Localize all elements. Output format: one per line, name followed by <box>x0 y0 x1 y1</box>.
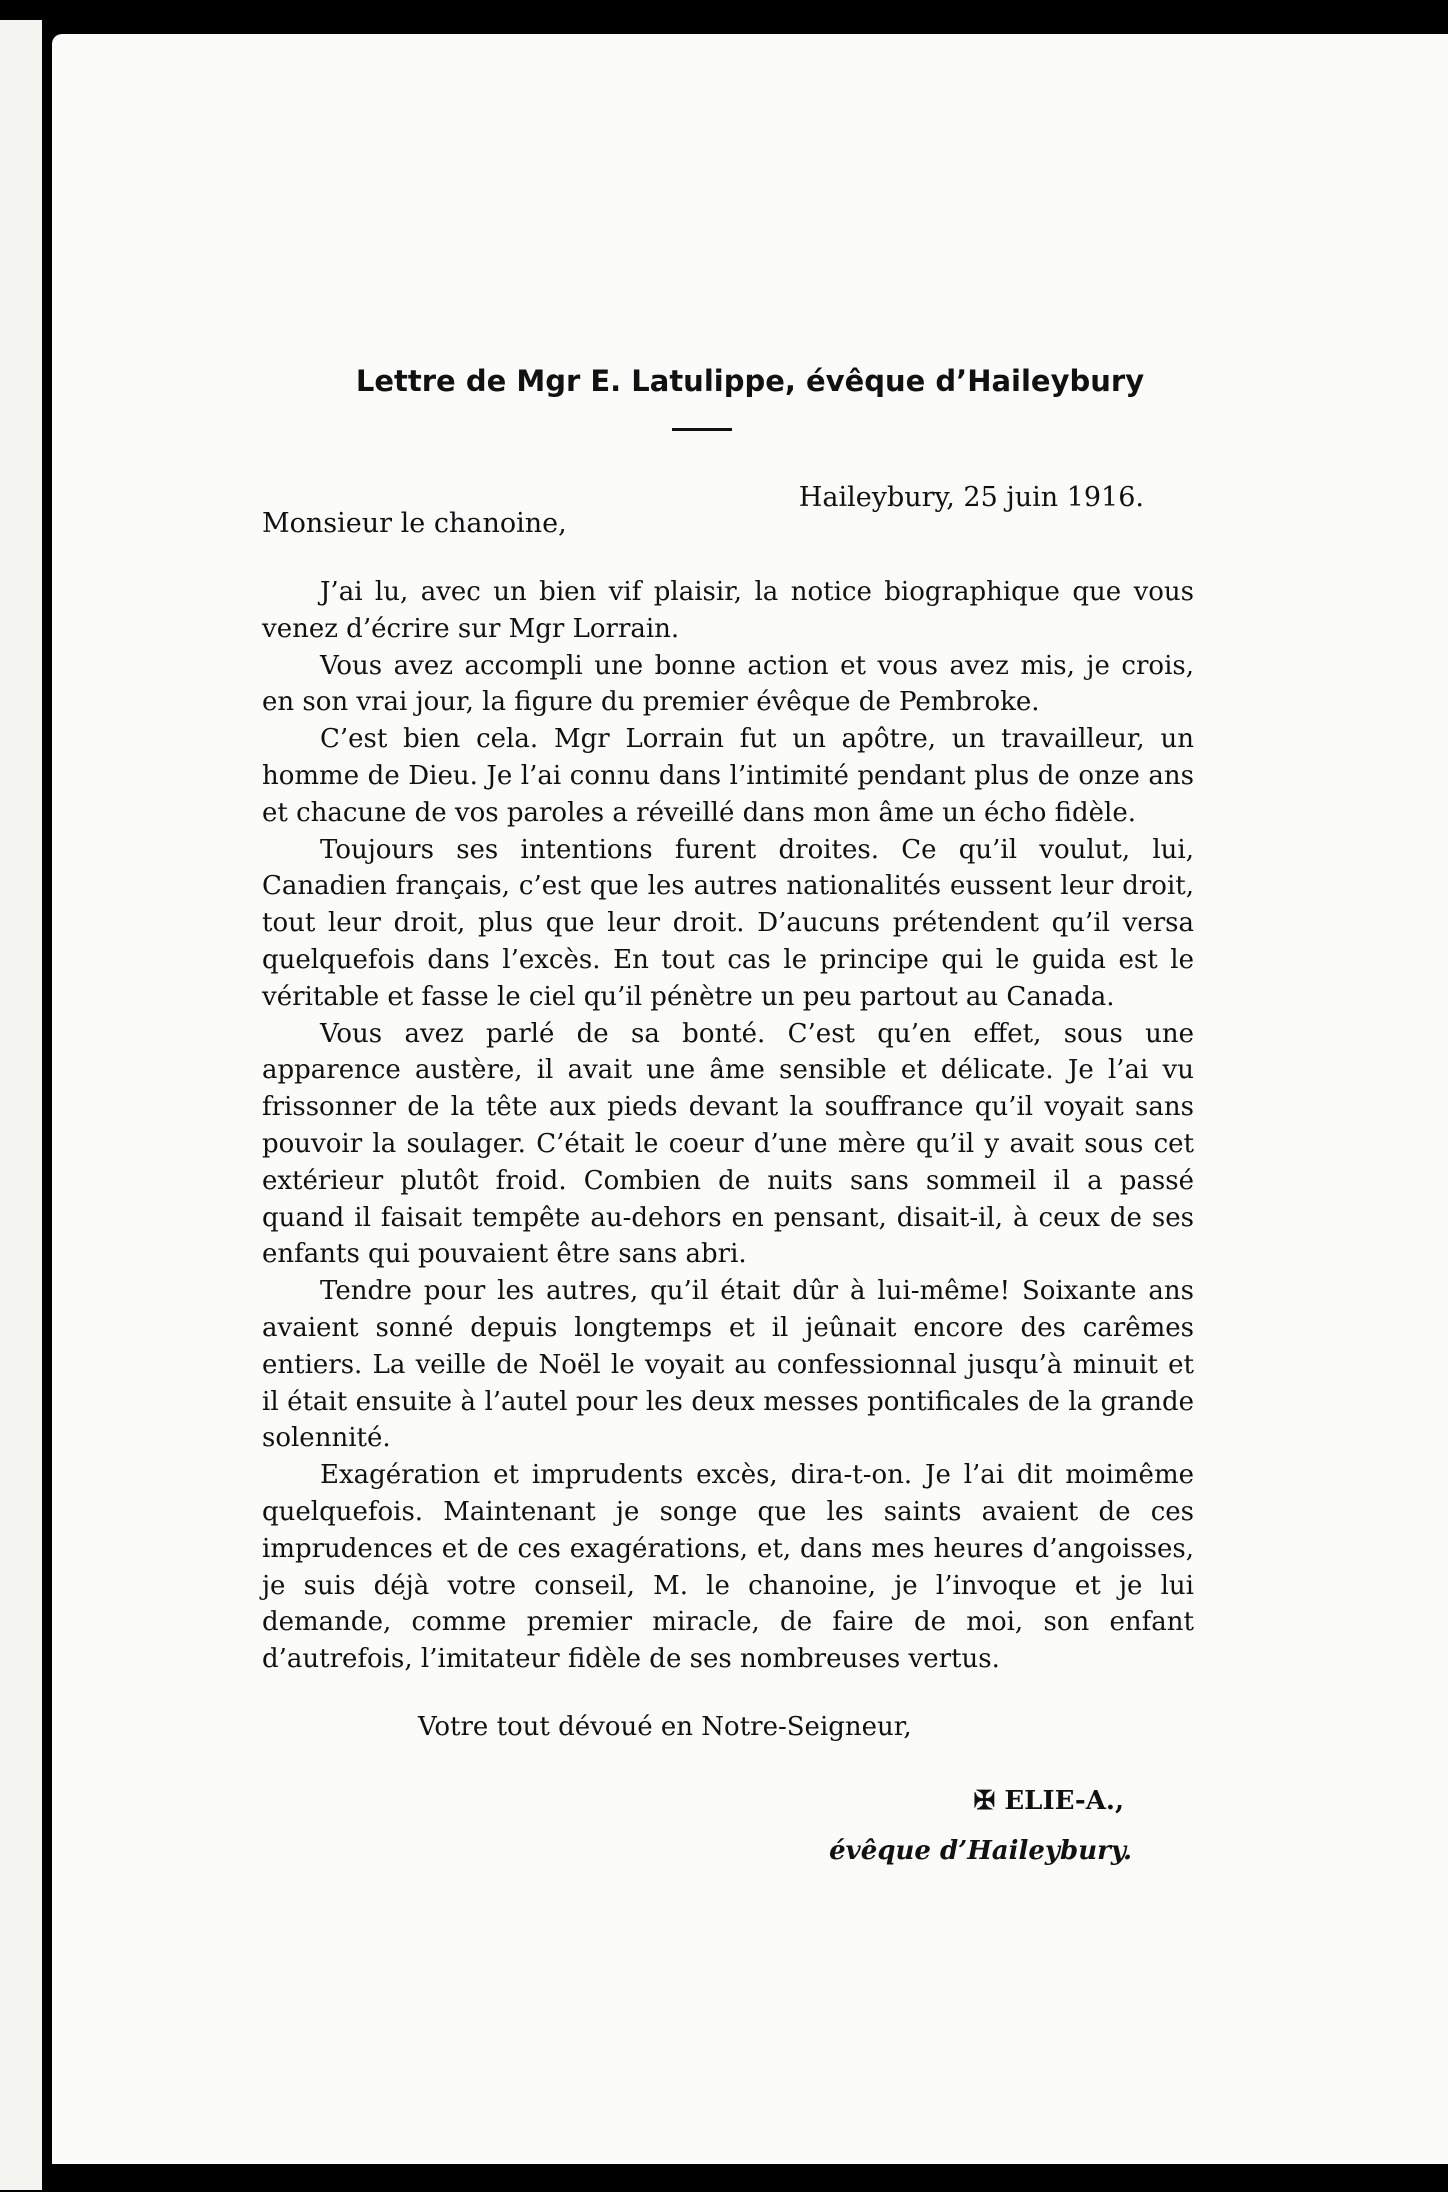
adjacent-page-edge <box>0 20 42 2190</box>
paragraph: J’ai lu, avec un bien vif plaisir, la notice biographique que vous venez d’écrire sur Mgr Lorrain. <box>262 577 1194 644</box>
document-page <box>52 34 1448 2164</box>
paragraph: C’est bien cela. Mgr Lorrain fut un apôtre, un travailleur, un homme de Dieu. Je l’ai connu dans l’intimité pendant plus de onze ans et chacune de vos paroles a réveillé dans mon âme un écho fidèle. <box>262 724 1194 828</box>
salutation: Monsieur le chanoine, <box>262 508 567 539</box>
paragraph: Tendre pour les autres, qu’il était dûr à lui-même! Soixante ans avaient sonné depuis longtemps et il jeûnait encore des carêmes entiers. La veille de Noël le voyait au confessionnal jusqu’à minuit et il était ensuite à l’autel pour les deux messes pontificales de la grande solennité. <box>262 1276 1194 1454</box>
paragraph: Vous avez accompli une bonne action et vous avez mis, je crois, en son vrai jour, la figure du premier évêque de Pembroke. <box>262 650 1194 718</box>
signature-name: ✠ ELIE-A., <box>973 1786 1124 1816</box>
title-divider <box>672 428 732 431</box>
paragraph: Exagération et imprudents excès, dira-t-on. Je l’ai dit moimême quelquefois. Maintenant je songe que les saints avaient de ces imprudences et de ces exagérations, et, dans mes heures d’angoisses, je suis déjà votre conseil, M. le chanoine, je l’invoque et je lui demande, comme premier miracle, de faire de moi, son enfant d’autrefois, l’imitateur fidèle de ses nombreuses vertus. <box>262 1460 1194 1675</box>
paragraph: Vous avez parlé de sa bonté. C’est qu’en effet, sous une apparence austère, il avait une âme sensible et délicate. Je l’ai vu frissonner de la tête aux pieds devant la souffrance qu’il voyait sans pouvoir la soulager. C’était le coeur d’une mère qu’il y avait sous cet extérieur plutôt froid. Combien de nuits sans sommeil il a passé quand il faisait tempête au-dehors en pensant, disait-il, à ceux de ses enfants qui pouvaient être sans abri. <box>262 1018 1194 1270</box>
date-line: Haileybury, 25 juin 1916. <box>798 482 1144 513</box>
paragraph: Toujours ses intentions furent droites. Ce qu’il voulut, lui, Canadien français, c’est que les autres nationalités eussent leur droit, tout leur droit, plus que leur droit. D’aucuns prétendent qu’il versa quelquefois dans l’excès. En tout cas le principe qui le guida est le véritable et fasse le ciel qu’il pénètre un peu partout au Canada. <box>262 834 1194 1012</box>
signature-title: évêque d’Haileybury. <box>829 1836 1132 1866</box>
closing-line: Votre tout dévoué en Notre-Seigneur, <box>418 1712 912 1742</box>
letter-title: Lettre de Mgr E. Latulippe, évêque d’Haileybury <box>355 364 1145 398</box>
letter-body <box>262 574 1194 1678</box>
